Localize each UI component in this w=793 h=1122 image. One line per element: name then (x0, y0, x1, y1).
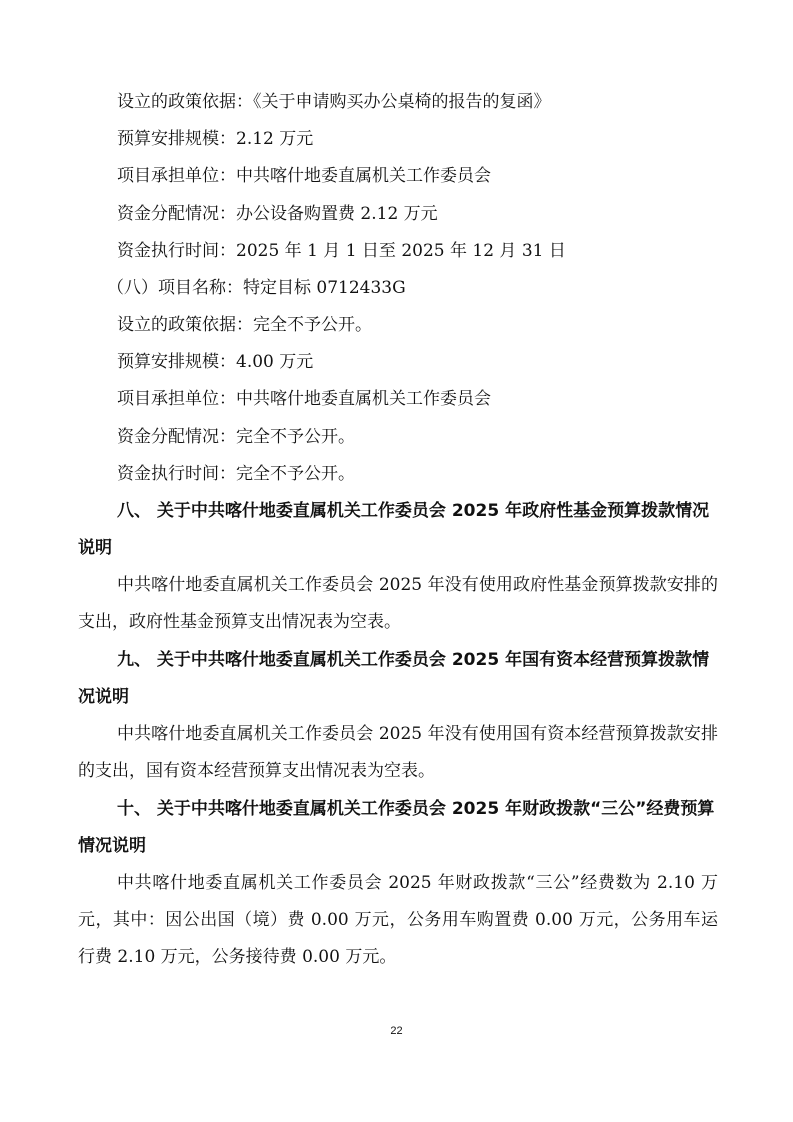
policy-basis-line: 设立的政策依据：《关于申请购买办公桌椅的报告的复函》 (117, 92, 551, 112)
undertaking-unit-line: 项目承担单位：中共喀什地委直属机关工作委员会 (117, 166, 491, 186)
budget-scale-line: 预算安排规模：4.00 万元 (117, 352, 314, 372)
section-heading: 九、 关于中共喀什地委直属机关工作委员会 2025 年国有资本经营预算拨款情况说明 (78, 650, 710, 707)
undertaking-unit-line: 项目承担单位：中共喀什地委直属机关工作委员会 (117, 389, 491, 409)
section-body: 中共喀什地委直属机关工作委员会 2025 年财政拨款“三公”经费数为 2.10 万元，其中：因公出国（境）费 0.00 万元，公务用车购置费 0.00 万元，公务用车运行费 2.10 万元，公务接待费 0.00 万元。 (78, 873, 718, 967)
fund-execution-time-line: 资金执行时间：完全不予公开。 (117, 464, 355, 484)
fund-allocation-line: 资金分配情况：办公设备购置费 2.12 万元 (117, 204, 438, 224)
page-number: 22 (390, 1025, 403, 1037)
section-heading: 八、 关于中共喀什地委直属机关工作委员会 2025 年政府性基金预算拨款情况说明 (78, 501, 710, 558)
section-body: 中共喀什地委直属机关工作委员会 2025 年没有使用政府性基金预算拨款安排的支出，政府性基金预算支出情况表为空表。 (78, 575, 718, 632)
section-heading: 十、 关于中共喀什地委直属机关工作委员会 2025 年财政拨款“三公”经费预算情况说明 (78, 799, 715, 856)
fund-execution-time-line: 资金执行时间：2025 年 1 月 1 日至 2025 年 12 月 31 日 (117, 241, 566, 261)
section-body: 中共喀什地委直属机关工作委员会 2025 年没有使用国有资本经营预算拨款安排的支出，国有资本经营预算支出情况表为空表。 (78, 724, 718, 781)
budget-scale-line: 预算安排规模：2.12 万元 (117, 129, 314, 149)
policy-basis-line: 设立的政策依据：完全不予公开。 (117, 315, 372, 335)
fund-allocation-line: 资金分配情况：完全不予公开。 (117, 427, 355, 447)
project-name-line: （八）项目名称：特定目标 0712433G (107, 278, 406, 298)
